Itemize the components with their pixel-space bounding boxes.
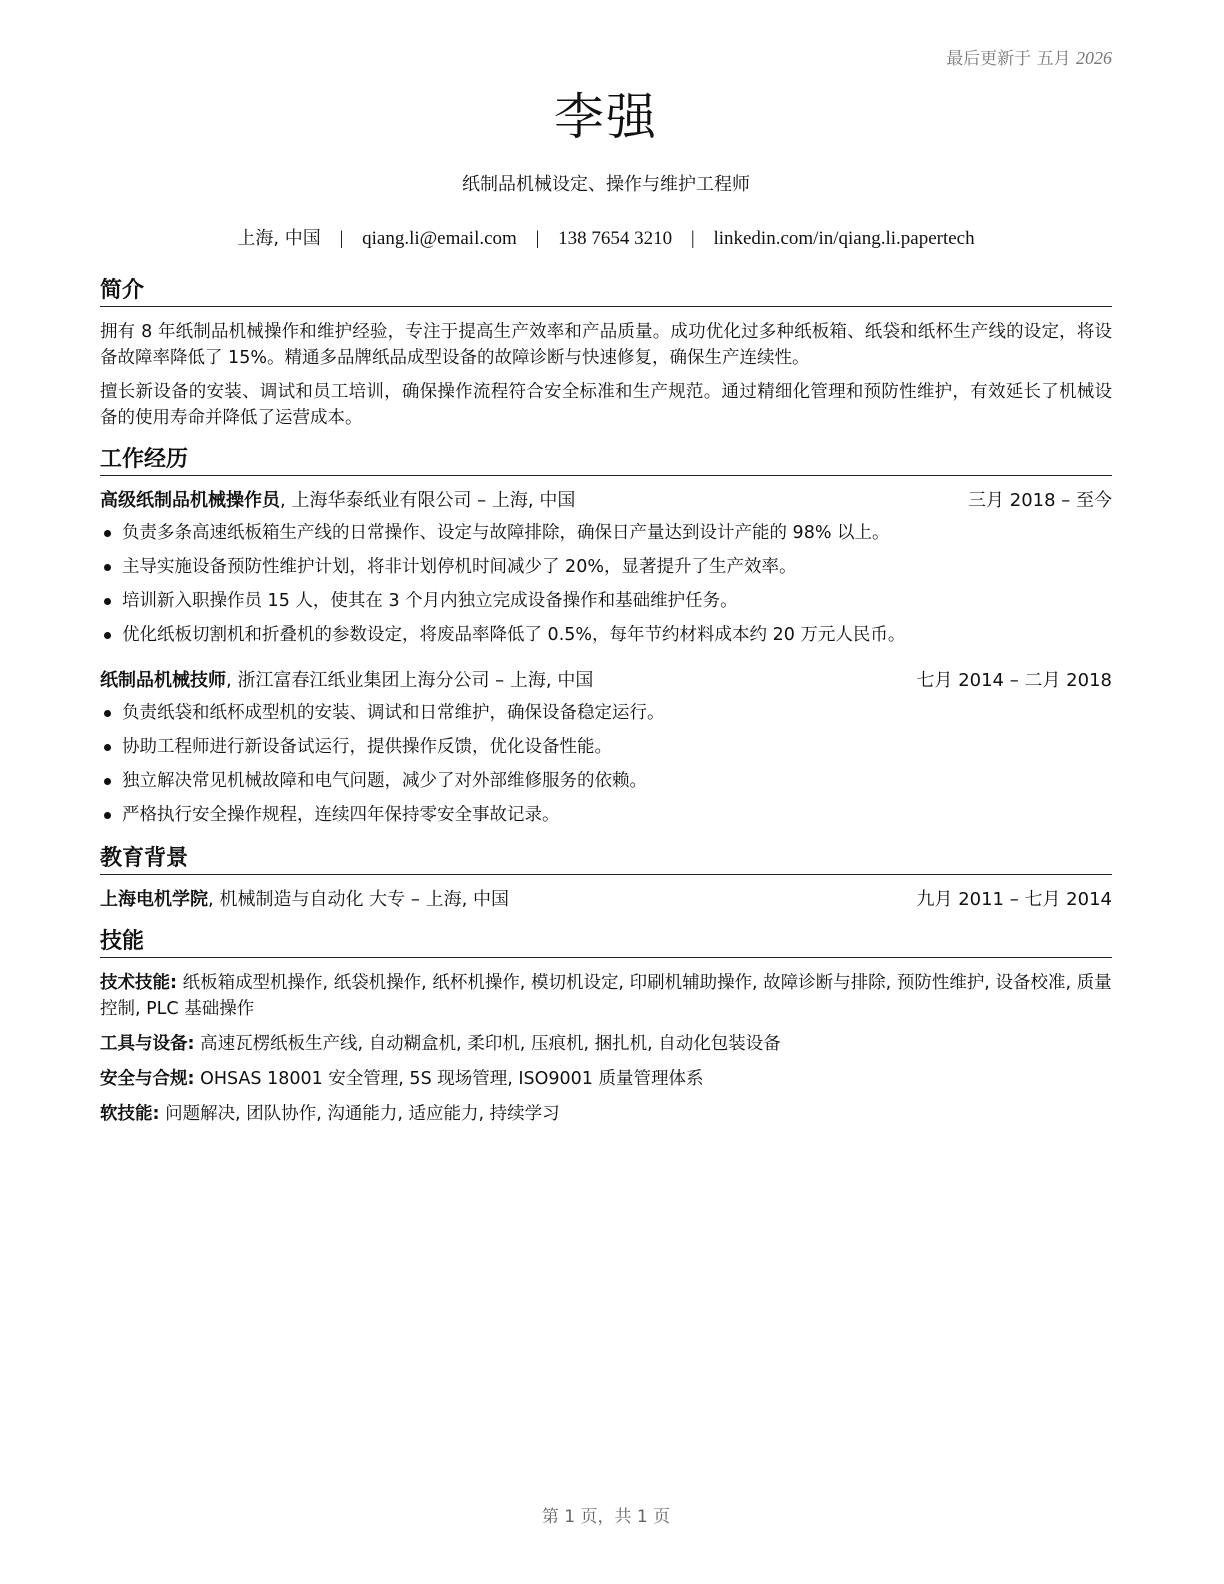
resume-page xyxy=(100,0,1112,1584)
contact-separator: | xyxy=(339,228,344,249)
skills-label: 软技能: xyxy=(100,1104,160,1124)
candidate-name: 李强 xyxy=(554,88,658,146)
skills-label: 技术技能: xyxy=(100,973,177,993)
contact-location: 上海, 中国 xyxy=(237,228,321,249)
list-item: 负责多条高速纸板箱生产线的日常操作、设定与故障排除，确保日产量达到设计产能的 98% 以上。 xyxy=(100,516,1112,550)
job-bullets xyxy=(100,696,1112,832)
education-dates: 九月 2011 – 七月 2014 xyxy=(916,889,1112,910)
skills-line xyxy=(100,970,1112,1022)
skills-label: 安全与合规: xyxy=(100,1069,195,1089)
skills-line xyxy=(100,1066,1112,1092)
skills-text: 高速瓦楞纸板生产线, 自动糊盒机, 柔印机, 压痕机, 捆扎机, 自动化包装设备 xyxy=(194,1034,781,1054)
skills-label: 工具与设备: xyxy=(100,1034,195,1054)
list-item: 优化纸板切割机和折叠机的参数设定，将废品率降低了 0.5%，每年节约材料成本约 20 万元人民币。 xyxy=(100,618,1112,652)
education-school: 上海电机学院 xyxy=(100,889,208,910)
skills-text: 纸板箱成型机操作, 纸袋机操作, 纸杯机操作, 模切机设定, 印刷机辅助操作, 故障诊断与排除, 预防性维护, 设备校准, 质量控制, PLC 基础操作 xyxy=(100,973,1112,1019)
list-item: 负责纸袋和纸杯成型机的安装、调试和日常维护，确保设备稳定运行。 xyxy=(100,696,1112,730)
job-company: , 上海华泰纸业有限公司 – 上海, 中国 xyxy=(280,490,576,511)
section-title-experience: 工作经历 xyxy=(100,445,1112,476)
contact-line xyxy=(100,224,1112,250)
job-role-company xyxy=(100,668,593,694)
education-entry xyxy=(100,887,1112,913)
list-item: 独立解决常见机械故障和电气问题，减少了对外部维修服务的依赖。 xyxy=(100,764,1112,798)
job-company: , 浙江富春江纸业集团上海分公司 – 上海, 中国 xyxy=(226,670,594,691)
job-role: 纸制品机械技师 xyxy=(100,670,226,691)
skills-text: 问题解决, 团队协作, 沟通能力, 适应能力, 持续学习 xyxy=(159,1104,560,1124)
skills-line xyxy=(100,1031,1112,1057)
list-item: 严格执行安全操作规程，连续四年保持零安全事故记录。 xyxy=(100,798,1112,832)
section-title-education: 教育背景 xyxy=(100,844,1112,875)
contact-email[interactable]: qiang.li@email.com xyxy=(362,228,517,249)
contact-linkedin[interactable]: linkedin.com/in/qiang.li.papertech xyxy=(713,228,975,249)
job-bullets xyxy=(100,516,1112,652)
last-updated-year: 2026 xyxy=(1076,48,1112,68)
job-dates: 七月 2014 – 二月 2018 xyxy=(916,670,1112,691)
resume-content xyxy=(100,276,1112,1136)
education-school-detail xyxy=(100,887,509,913)
section-title-summary: 简介 xyxy=(100,276,1112,307)
last-updated-prefix: 最后更新于 五月 xyxy=(946,49,1071,69)
list-item: 主导实施设备预防性维护计划，将非计划停机时间减少了 20%，显著提升了生产效率。 xyxy=(100,550,1112,584)
job-dates: 三月 2018 – 至今 xyxy=(968,490,1112,511)
job-header xyxy=(100,668,1112,694)
contact-separator: | xyxy=(535,228,540,249)
list-item: 培训新入职操作员 15 人，使其在 3 个月内独立完成设备操作和基础维护任务。 xyxy=(100,584,1112,618)
list-item: 协助工程师进行新设备试运行，提供操作反馈，优化设备性能。 xyxy=(100,730,1112,764)
section-title-skills: 技能 xyxy=(100,927,1112,958)
summary-paragraph: 拥有 8 年纸制品机械操作和维护经验，专注于提高生产效率和产品质量。成功优化过多种纸板箱、纸袋和纸杯生产线的设定，将设备故障率降低了 15%。精通多品牌纸品成型设备的故障诊断与快速修复，确保生产连续性。 xyxy=(100,322,1112,368)
job-role: 高级纸制品机械操作员 xyxy=(100,490,280,511)
education-detail: , 机械制造与自动化 大专 – 上海, 中国 xyxy=(208,889,510,910)
contact-separator: | xyxy=(690,228,695,249)
skills-text: OHSAS 18001 安全管理, 5S 现场管理, ISO9001 质量管理体系 xyxy=(194,1069,704,1089)
job-role-company xyxy=(100,488,575,514)
page-number: 第 1 页，共 1 页 xyxy=(541,1507,671,1527)
candidate-title: 纸制品机械设定、操作与维护工程师 xyxy=(462,174,750,195)
job-header xyxy=(100,488,1112,514)
summary-paragraph: 擅长新设备的安装、调试和员工培训，确保操作流程符合安全标准和生产规范。通过精细化管理和预防性维护，有效延长了机械设备的使用寿命并降低了运营成本。 xyxy=(100,382,1112,428)
skills-line xyxy=(100,1101,1112,1127)
last-updated xyxy=(946,44,1112,69)
contact-phone: 138 7654 3210 xyxy=(558,228,673,249)
